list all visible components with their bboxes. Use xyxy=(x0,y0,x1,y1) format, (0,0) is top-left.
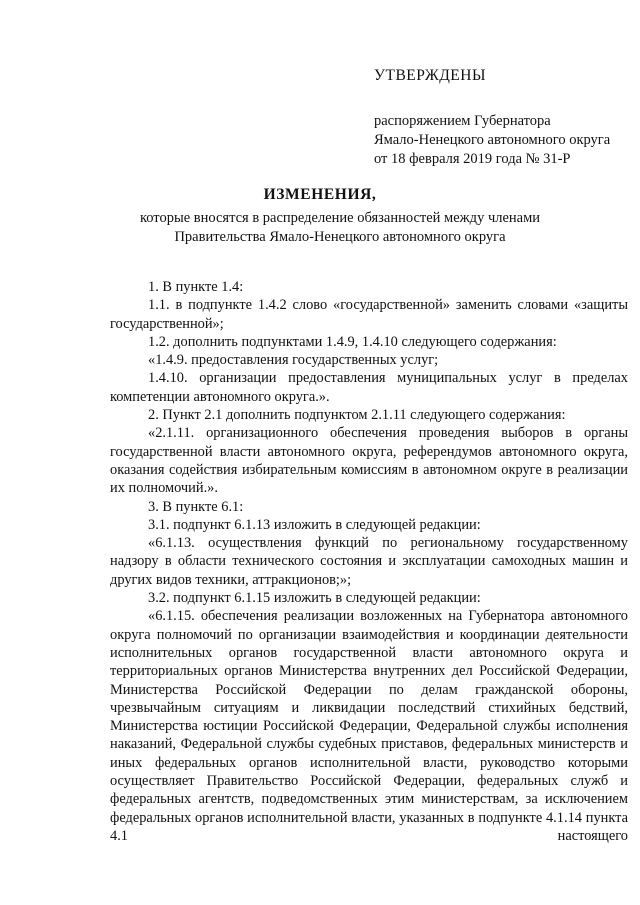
paragraph: «6.1.13. осуществления функций по региональному государственному надзору в области технического состояния и эксплуатации самоходных машин и других видов техники, аттракционов;»; xyxy=(110,535,628,588)
document-subtitle xyxy=(40,209,640,247)
paragraph: 1.1. в подпункте 1.4.2 слово «государственной» заменить словами «защиты государственной»; xyxy=(110,297,628,332)
subtitle-line-1: которые вносятся в распределение обязанностей между членами xyxy=(139,210,541,226)
paragraph: 3. В пункте 6.1: xyxy=(148,498,244,515)
paragraph: «2.1.11. организационного обеспечения проведения выборов в органы государственной власти автономного округа, референдумов автономного округа, оказания содействия избирательным комиссиям в автономном округе в реализации их полномочий.». xyxy=(110,425,628,497)
document-title: ИЗМЕНЕНИЯ, xyxy=(263,186,377,203)
paragraph: 1.2. дополнить подпунктами 1.4.9, 1.4.10 следующего содержания: xyxy=(148,333,557,350)
paragraph: «1.4.9. предоставления государственных услуг; xyxy=(148,352,439,369)
approval-line-1: распоряжением Губернатора xyxy=(374,113,551,129)
approval-title: УТВЕРЖДЕНЫ xyxy=(374,67,486,84)
paragraph: 1.4.10. организации предоставления муниципальных услуг в пределах компетенции автономного округа.». xyxy=(110,370,628,405)
paragraph: 3.2. подпункт 6.1.15 изложить в следующей редакции: xyxy=(148,590,481,607)
document-body xyxy=(110,278,628,845)
paragraph: 1. В пункте 1.4: xyxy=(148,279,244,295)
paragraph: 3.1. подпункт 6.1.13 изложить в следующей редакции: xyxy=(148,516,481,533)
paragraph: «6.1.15. обеспечения реализации возложенных на Губернатора автономного округа полномочий по организации взаимодействия и координации деятельности исполнительных органов государственной власти автономного округа и территориальных органов Министерства внутренних дел Российской Федерации, Министерства Российской Федерации по делам гражданской обороны, чрезвычайным ситуациям и ликвидации последствий стихийных бедствий, Министерства юстиции Российской Федерации, Федеральной службы исполнения наказаний, Федеральной службы судебных приставов, федеральных министерств и иных федеральных органов исполнительной власти, руководство которыми осуществляет Правительство Российской Федерации, федеральных служб и федеральных агентств, подведомственных этим министерствам, за исключением федеральных органов исполнительной власти, указанных в подпункте 4.1.14 пункта 4.1 настоящего xyxy=(110,608,628,844)
paragraph: 2. Пункт 2.1 дополнить подпунктом 2.1.11 следующего содержания: xyxy=(148,407,566,424)
subtitle-line-2: Правительства Ямало-Ненецкого автономного округа xyxy=(174,229,506,245)
approval-line-2: Ямало-Ненецкого автономного округа xyxy=(374,132,611,148)
approval-line-3: от 18 февраля 2019 года № 31-Р xyxy=(374,151,571,167)
approval-block xyxy=(374,66,634,169)
